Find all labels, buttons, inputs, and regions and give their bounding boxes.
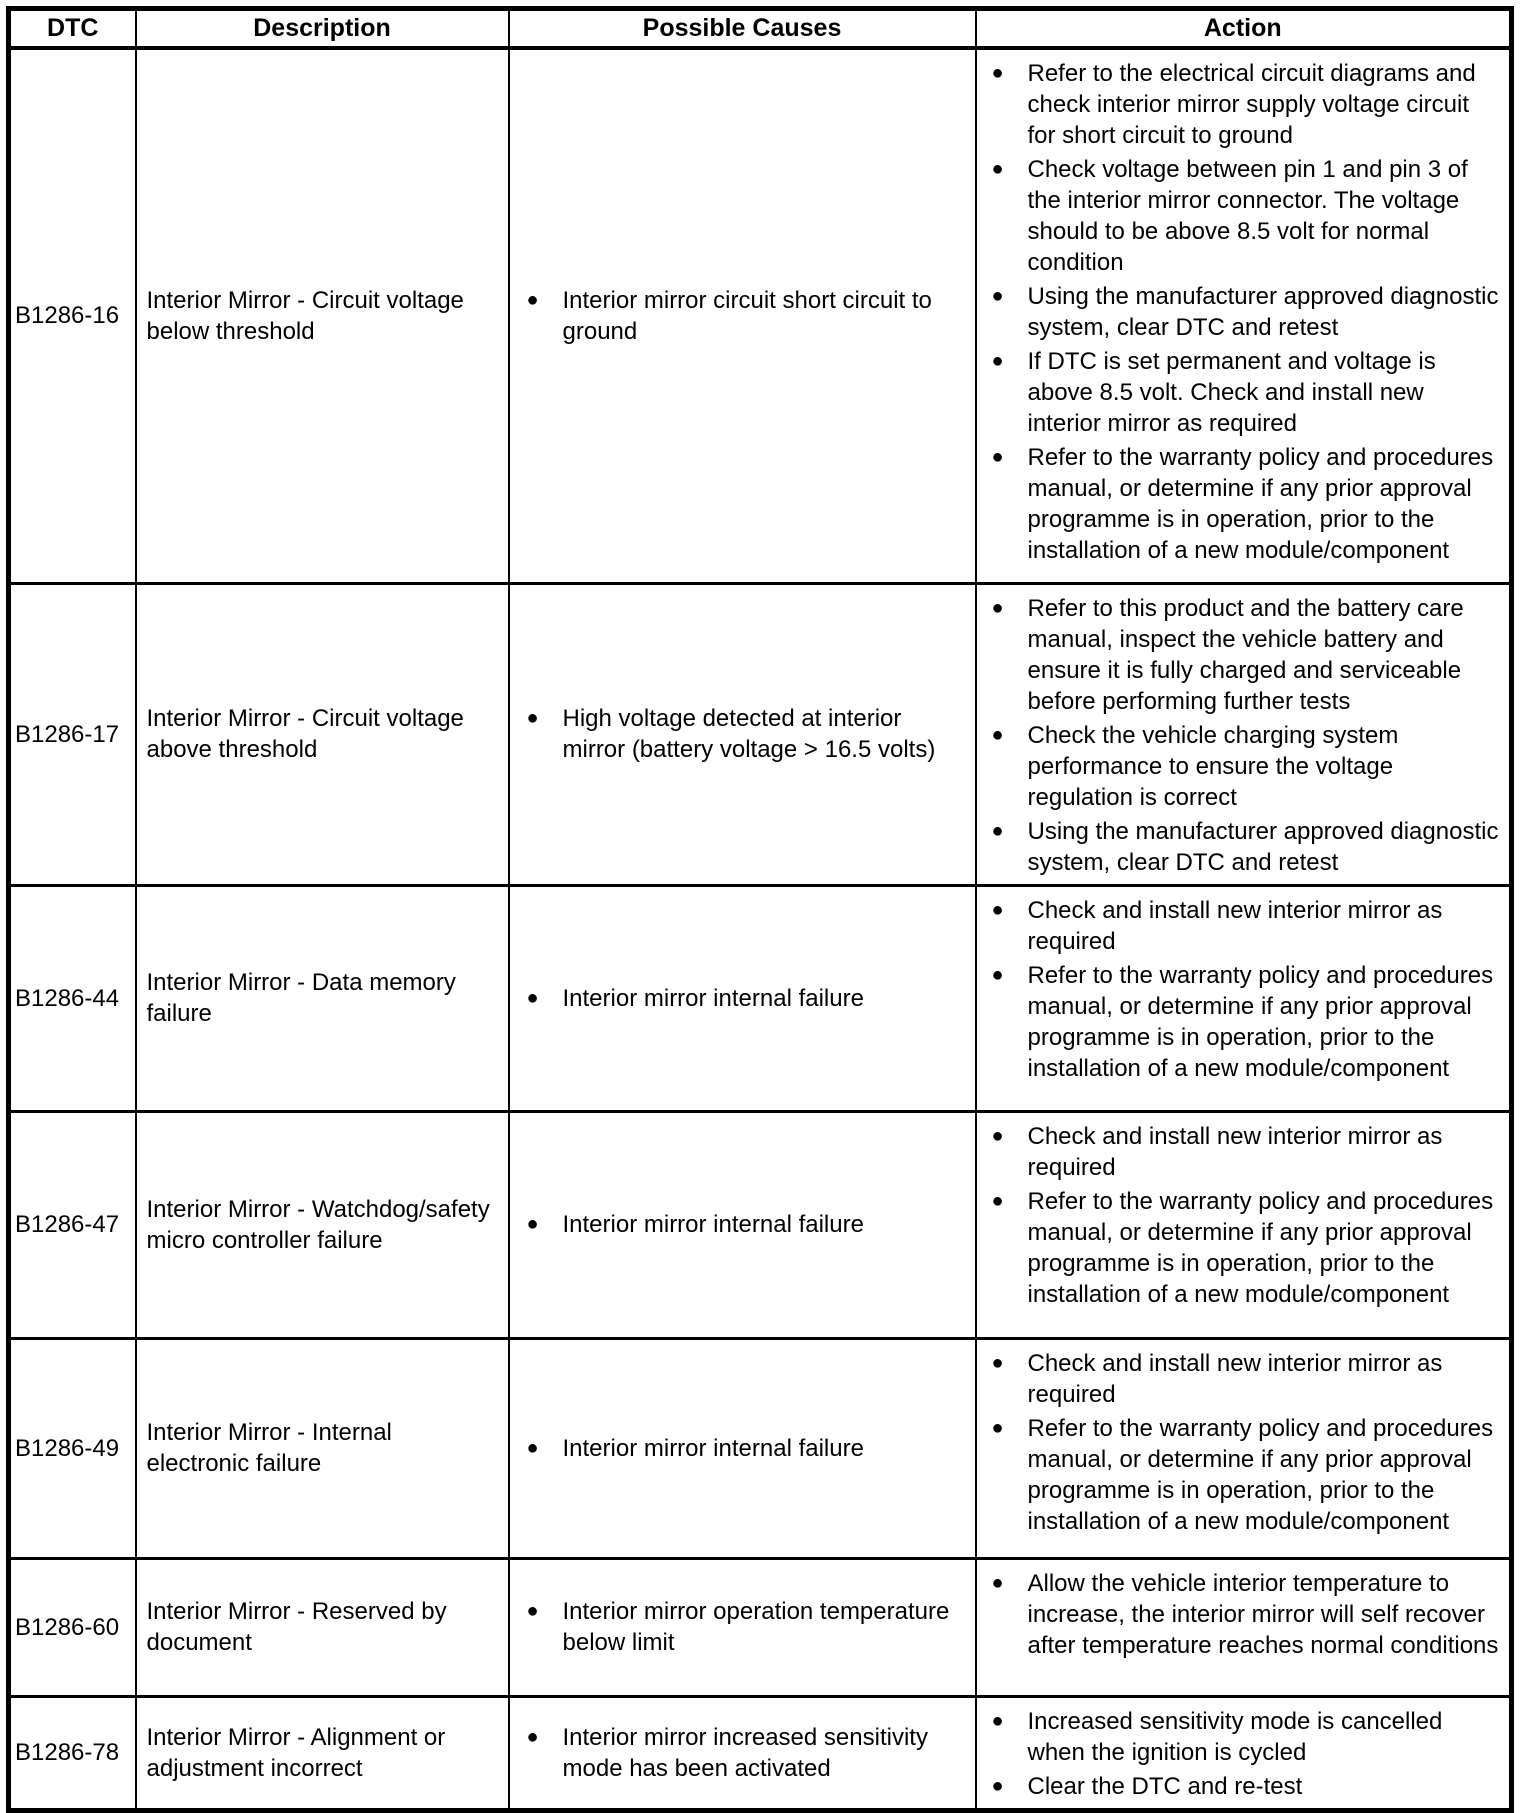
causes-cell — [509, 1696, 976, 1810]
action-item — [989, 281, 1504, 343]
causes-cell — [509, 885, 976, 1111]
causes-cell — [509, 583, 976, 885]
bullet-icon: ● — [991, 723, 1004, 746]
action-text: Refer to the electrical circuit diagrams and check interior mirror supply voltage circuit for short circuit to ground — [1027, 60, 1476, 149]
bullet-icon: ● — [526, 707, 539, 729]
cause-text: Interior mirror internal failure — [562, 1211, 864, 1238]
action-text: Check the vehicle charging system performance to ensure the voltage regulation is correct — [1027, 721, 1399, 811]
action-text: Check and install new interior mirror as required — [1027, 1349, 1443, 1408]
causes-cell — [509, 48, 976, 583]
bullet-icon: ● — [991, 1351, 1004, 1374]
cause-item — [524, 1209, 967, 1240]
action-item — [989, 593, 1504, 717]
action-text: Refer to the warranty policy and procedures manual, or determine if any prior approval programme is in operation, prior to the installation of a new module/component — [1027, 1187, 1494, 1308]
action-text: Refer to the warranty policy and procedures manual, or determine if any prior approval programme is in operation, prior to the installation of a new module/component — [1027, 444, 1494, 564]
action-item — [989, 1706, 1504, 1768]
dtc-cell: B1286-49 — [9, 1338, 136, 1558]
dtc-cell: B1286-60 — [9, 1558, 136, 1696]
header-row — [9, 9, 1512, 49]
table-row — [9, 1111, 1512, 1338]
bullet-icon: ● — [991, 1189, 1004, 1212]
description-cell: Interior Mirror - Watchdog/safety micro controller failure — [136, 1111, 509, 1338]
bullet-icon: ● — [526, 1600, 539, 1622]
cause-item — [524, 1596, 967, 1658]
actions-cell — [976, 48, 1512, 583]
bullet-icon: ● — [991, 898, 1004, 921]
header-description: Description — [136, 9, 509, 49]
bullet-icon: ● — [991, 819, 1004, 842]
cause-text: High voltage detected at interior mirror (battery voltage > 16.5 volts) — [562, 705, 936, 763]
action-item — [989, 816, 1504, 878]
causes-cell — [509, 1558, 976, 1696]
actions-cell — [976, 583, 1512, 885]
cause-item — [524, 1722, 967, 1784]
action-text: Refer to the warranty policy and procedures manual, or determine if any prior approval programme is in operation, prior to the installation of a new module/component — [1027, 1414, 1494, 1535]
action-text: Refer to this product and the battery care manual, inspect the vehicle battery and ensure it is fully charged and serviceable before performing further tests — [1027, 594, 1464, 715]
table-row — [9, 885, 1512, 1111]
action-text: Using the manufacturer approved diagnostic system, clear DTC and retest — [1027, 283, 1499, 341]
action-item — [989, 154, 1504, 278]
bullet-icon: ● — [526, 288, 539, 311]
description-cell: Interior Mirror - Data memory failure — [136, 885, 509, 1111]
bullet-icon: ● — [526, 1436, 539, 1459]
bullet-icon: ● — [991, 350, 1004, 372]
table-row — [9, 1558, 1512, 1696]
action-item — [989, 1568, 1504, 1661]
cause-text: Interior mirror operation temperature below limit — [562, 1598, 950, 1656]
cause-text: Interior mirror internal failure — [562, 1434, 864, 1462]
action-text: Increased sensitivity mode is cancelled when the ignition is cycled — [1027, 1707, 1443, 1766]
bullet-icon: ● — [991, 1416, 1004, 1439]
action-item — [989, 895, 1504, 957]
action-text: Check and install new interior mirror as required — [1027, 896, 1443, 955]
bullet-icon: ● — [991, 446, 1004, 468]
bullet-icon: ● — [991, 1709, 1004, 1732]
causes-cell — [509, 1111, 976, 1338]
header-possible-causes: Possible Causes — [509, 9, 976, 49]
description-cell: Interior Mirror - Circuit voltage above threshold — [136, 583, 509, 885]
action-text: Check and install new interior mirror as required — [1027, 1122, 1443, 1181]
action-text: If DTC is set permanent and voltage is above 8.5 volt. Check and install new interior mirror as required — [1027, 348, 1436, 437]
actions-cell — [976, 885, 1512, 1111]
cause-text: Interior mirror increased sensitivity mode has been activated — [562, 1723, 928, 1782]
actions-cell — [976, 1696, 1512, 1810]
action-text: Refer to the warranty policy and procedures manual, or determine if any prior approval programme is in operation, prior to the installation of a new module/component — [1027, 961, 1494, 1082]
header-action: Action — [976, 9, 1512, 49]
table-header — [9, 9, 1512, 49]
action-item — [989, 1348, 1504, 1410]
dtc-cell: B1286-16 — [9, 48, 136, 583]
description-cell: Interior Mirror - Alignment or adjustment incorrect — [136, 1696, 509, 1810]
table-row — [9, 1338, 1512, 1558]
action-item — [989, 346, 1504, 439]
bullet-icon: ● — [526, 986, 539, 1009]
bullet-icon: ● — [991, 1124, 1004, 1147]
description-cell: Interior Mirror - Circuit voltage below threshold — [136, 48, 509, 583]
table-row — [9, 1696, 1512, 1810]
header-dtc: DTC — [9, 9, 136, 49]
action-item — [989, 442, 1504, 566]
description-cell: Interior Mirror - Reserved by document — [136, 1558, 509, 1696]
cause-text: Interior mirror circuit short circuit to ground — [562, 286, 932, 345]
action-item — [989, 58, 1504, 151]
table-row — [9, 583, 1512, 885]
table-row — [9, 48, 1512, 583]
cause-item — [524, 703, 967, 765]
dtc-cell: B1286-44 — [9, 885, 136, 1111]
action-item — [989, 1771, 1504, 1802]
action-text: Check voltage between pin 1 and pin 3 of the interior mirror connector. The voltage should to be above 8.5 volt for normal condition — [1027, 156, 1468, 276]
bullet-icon: ● — [991, 1774, 1004, 1797]
table-body — [9, 48, 1512, 1810]
bullet-icon: ● — [526, 1213, 539, 1235]
bullet-icon: ● — [991, 62, 1004, 84]
dtc-cell: B1286-17 — [9, 583, 136, 885]
bullet-icon: ● — [991, 963, 1004, 986]
cause-text: Interior mirror internal failure — [562, 984, 864, 1012]
actions-cell — [976, 1338, 1512, 1558]
action-item — [989, 1121, 1504, 1183]
cause-item — [524, 285, 967, 347]
action-item — [989, 720, 1504, 813]
action-item — [989, 1186, 1504, 1310]
action-text: Using the manufacturer approved diagnostic system, clear DTC and retest — [1027, 817, 1499, 876]
actions-cell — [976, 1558, 1512, 1696]
bullet-icon: ● — [991, 158, 1004, 180]
dtc-cell: B1286-47 — [9, 1111, 136, 1338]
bullet-icon: ● — [991, 285, 1004, 307]
cause-item — [524, 1433, 967, 1464]
causes-cell — [509, 1338, 976, 1558]
actions-cell — [976, 1111, 1512, 1338]
bullet-icon: ● — [526, 1725, 539, 1748]
cause-item — [524, 983, 967, 1014]
action-item — [989, 1413, 1504, 1537]
action-text: Clear the DTC and re-test — [1027, 1772, 1303, 1800]
bullet-icon: ● — [991, 1571, 1004, 1594]
bullet-icon: ● — [991, 596, 1004, 619]
action-text: Allow the vehicle interior temperature to increase, the interior mirror will self recover after temperature reaches normal conditions — [1027, 1569, 1499, 1659]
action-item — [989, 960, 1504, 1084]
dtc-cell: B1286-78 — [9, 1696, 136, 1810]
description-cell: Interior Mirror - Internal electronic failure — [136, 1338, 509, 1558]
dtc-table — [6, 6, 1514, 1813]
